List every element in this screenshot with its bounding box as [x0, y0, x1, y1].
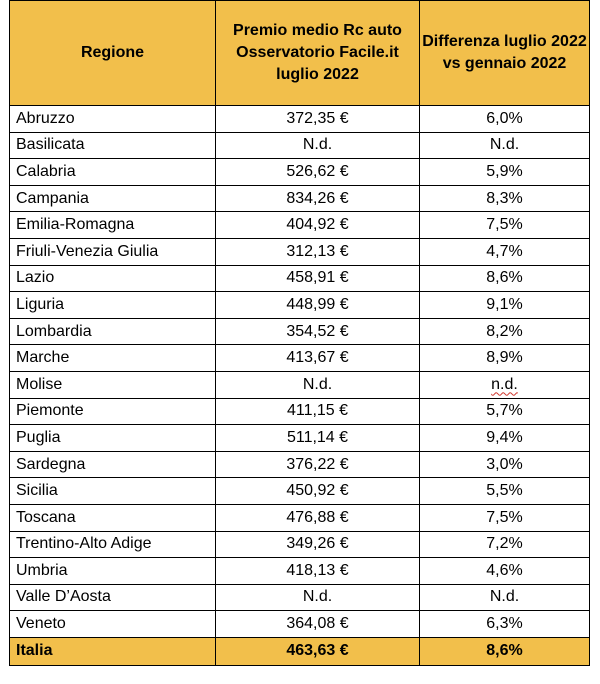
- difference-value: 7,2%: [486, 535, 523, 553]
- header-region: Regione: [10, 1, 216, 106]
- difference-value: 5,5%: [486, 482, 523, 500]
- difference-cell: [420, 292, 590, 319]
- difference-value: 5,7%: [486, 402, 523, 420]
- total-row: [10, 637, 590, 665]
- table-row: [10, 478, 590, 505]
- premium-cell: 413,67 €: [216, 345, 420, 372]
- difference-value: 3,0%: [486, 455, 523, 473]
- region-cell: Veneto: [10, 611, 216, 638]
- difference-value: 8,2%: [486, 322, 523, 340]
- table-row: [10, 238, 590, 265]
- difference-cell: [420, 478, 590, 505]
- premium-cell: N.d.: [216, 371, 420, 398]
- header-difference: Differenza luglio 2022 vs gennaio 2022: [420, 1, 590, 106]
- premium-cell: N.d.: [216, 584, 420, 611]
- difference-value: N.d.: [489, 136, 520, 154]
- difference-cell: [420, 451, 590, 478]
- table-row: [10, 371, 590, 398]
- difference-cell: [420, 345, 590, 372]
- table-row: [10, 584, 590, 611]
- difference-value: n.d.: [491, 375, 518, 393]
- region-cell: Sardegna: [10, 451, 216, 478]
- difference-value: 5,9%: [486, 162, 523, 180]
- table-container: [9, 0, 590, 666]
- difference-cell: [420, 106, 590, 133]
- table-row: [10, 398, 590, 425]
- region-cell: Campania: [10, 185, 216, 212]
- premium-cell: 450,92 €: [216, 478, 420, 505]
- difference-value: 9,4%: [486, 428, 523, 446]
- difference-value: 6,0%: [486, 109, 523, 127]
- header-row: [10, 1, 590, 106]
- region-cell: Molise: [10, 371, 216, 398]
- total-region-cell: Italia: [10, 637, 216, 665]
- region-cell: Puglia: [10, 425, 216, 452]
- difference-value: 7,5%: [486, 508, 523, 526]
- premium-cell: 834,26 €: [216, 185, 420, 212]
- premium-cell: 411,15 €: [216, 398, 420, 425]
- region-cell: Friuli-Venezia Giulia: [10, 238, 216, 265]
- region-cell: Lazio: [10, 265, 216, 292]
- region-cell: Umbria: [10, 558, 216, 585]
- premium-cell: 448,99 €: [216, 292, 420, 319]
- table-row: [10, 292, 590, 319]
- premium-cell: 349,26 €: [216, 531, 420, 558]
- table-row: [10, 425, 590, 452]
- region-cell: Sicilia: [10, 478, 216, 505]
- table-row: [10, 611, 590, 638]
- table-row: [10, 558, 590, 585]
- difference-cell: [420, 425, 590, 452]
- premium-cell: 458,91 €: [216, 265, 420, 292]
- premium-cell: 312,13 €: [216, 238, 420, 265]
- table-row: [10, 106, 590, 133]
- premium-cell: 526,62 €: [216, 159, 420, 186]
- difference-cell: [420, 265, 590, 292]
- table-row: [10, 132, 590, 159]
- difference-cell: [420, 212, 590, 239]
- difference-value: 9,1%: [486, 295, 523, 313]
- table-row: [10, 185, 590, 212]
- difference-cell: [420, 398, 590, 425]
- table-row: [10, 212, 590, 239]
- difference-cell: [420, 185, 590, 212]
- premium-cell: 364,08 €: [216, 611, 420, 638]
- premium-cell: 511,14 €: [216, 425, 420, 452]
- difference-cell: [420, 584, 590, 611]
- premium-cell: 376,22 €: [216, 451, 420, 478]
- difference-cell: [420, 611, 590, 638]
- difference-value: 6,3%: [486, 615, 523, 633]
- difference-cell: [420, 238, 590, 265]
- header-premium: Premio medio Rc auto Osservatorio Facile.it luglio 2022: [216, 1, 420, 106]
- table-body: [10, 106, 590, 666]
- difference-cell: [420, 371, 590, 398]
- premium-cell: 354,52 €: [216, 318, 420, 345]
- premium-cell: N.d.: [216, 132, 420, 159]
- region-cell: Basilicata: [10, 132, 216, 159]
- region-cell: Emilia-Romagna: [10, 212, 216, 239]
- table-row: [10, 451, 590, 478]
- region-cell: Piemonte: [10, 398, 216, 425]
- difference-value: 8,3%: [486, 189, 523, 207]
- table-row: [10, 265, 590, 292]
- rc-auto-premium-table: [9, 0, 590, 666]
- table-row: [10, 318, 590, 345]
- region-cell: Toscana: [10, 504, 216, 531]
- total-premium-cell: 463,63 €: [216, 637, 420, 665]
- difference-value: 4,7%: [486, 242, 523, 260]
- region-cell: Liguria: [10, 292, 216, 319]
- region-cell: Marche: [10, 345, 216, 372]
- difference-cell: [420, 558, 590, 585]
- region-cell: Trentino-Alto Adige: [10, 531, 216, 558]
- difference-value: 8,6%: [486, 269, 523, 287]
- premium-cell: 372,35 €: [216, 106, 420, 133]
- premium-cell: 404,92 €: [216, 212, 420, 239]
- table-row: [10, 531, 590, 558]
- table-row: [10, 504, 590, 531]
- difference-cell: [420, 318, 590, 345]
- table-row: [10, 345, 590, 372]
- region-cell: Valle D’Aosta: [10, 584, 216, 611]
- region-cell: Calabria: [10, 159, 216, 186]
- table-row: [10, 159, 590, 186]
- difference-value: 4,6%: [486, 561, 523, 579]
- difference-cell: [420, 132, 590, 159]
- difference-value: N.d.: [489, 588, 520, 606]
- premium-cell: 418,13 €: [216, 558, 420, 585]
- difference-cell: [420, 504, 590, 531]
- difference-cell: [420, 531, 590, 558]
- difference-cell: [420, 159, 590, 186]
- premium-cell: 476,88 €: [216, 504, 420, 531]
- region-cell: Abruzzo: [10, 106, 216, 133]
- difference-value: 8,9%: [486, 349, 523, 367]
- difference-value: 7,5%: [486, 216, 523, 234]
- region-cell: Lombardia: [10, 318, 216, 345]
- total-difference-cell: 8,6%: [420, 637, 590, 665]
